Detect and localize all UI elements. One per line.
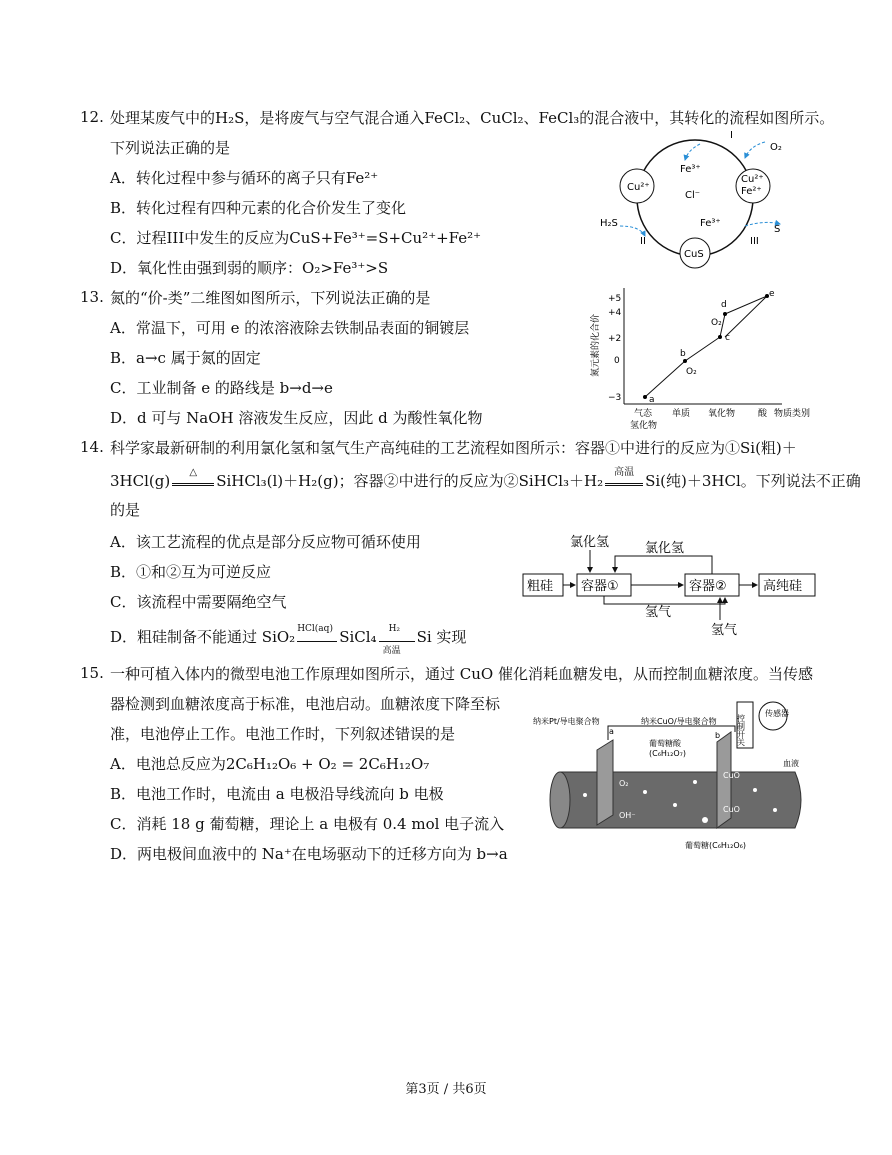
hcl-input: 氯化氢 <box>570 535 610 550</box>
vessel-1: 容器① <box>581 579 619 594</box>
q14-stem-3: 的是 <box>110 501 141 519</box>
q13-option-c[interactable]: C．工业制备 e 的路线是 b→d→e <box>110 379 333 397</box>
x-cat: 氢化物 <box>630 421 658 431</box>
q15-option-a[interactable]: A．电池总反应为2C₆H₁₂O₆ + O₂ = 2C₆H₁₂O₇ <box>110 755 430 773</box>
cuo-electrode-label: 纳米CuO/导电聚合物 <box>641 717 717 726</box>
q13-valence-chart <box>590 282 850 436</box>
hcl-recycle: 氯化氢 <box>645 541 685 556</box>
cu2-label-right: Cu²⁺ <box>741 174 764 185</box>
step-i-label: I <box>730 130 733 141</box>
electrode-a: a <box>609 727 614 736</box>
q12-option-d[interactable]: D．氧化性由强到弱的顺序：O₂>Fe³⁺>S <box>110 259 389 277</box>
q12-cycle-diagram <box>590 128 800 277</box>
x-cat: 氧化物 <box>708 409 736 419</box>
y-axis-label: 氮元素的化合价 <box>591 313 601 377</box>
cl-label: Cl⁻ <box>685 190 701 201</box>
x-cat: 气态 <box>634 409 653 419</box>
point-c: c <box>725 333 730 343</box>
fe3-label-2: Fe³⁺ <box>700 218 721 229</box>
tick: 0 <box>614 356 620 366</box>
question-number: 15. <box>80 664 104 682</box>
x-axis-label: 物质类别 <box>774 409 811 419</box>
q13-option-b[interactable]: B．a→c 属于氮的固定 <box>110 349 261 367</box>
cu2-label: Cu²⁺ <box>627 182 650 193</box>
point-a: a <box>649 395 655 405</box>
q14-stem: 科学家最新研制的利用氯化氢和氢气生产高纯硅的工艺流程如图所示：容器①中进行的反应为①Si(粗)＋ <box>110 439 797 457</box>
question-number: 12. <box>80 108 104 126</box>
point-e: e <box>769 289 775 299</box>
tick: +2 <box>608 334 622 344</box>
q14-stem-2: 3HCl(g) △ SiHCl₃(l)＋H₂(g)；容器②中进行的反应为②SiHCl₃＋H₂ 高温 Si(纯)＋3HCl。下列说法不正确 <box>110 467 861 490</box>
o2-label: O₂ <box>770 142 782 153</box>
glucose-label: 葡萄糖(C₆H₁₂O₆) <box>685 841 746 850</box>
pt-electrode-label: 纳米Pt/导电聚合物 <box>533 717 600 726</box>
x-cat: 酸 <box>758 409 768 419</box>
h2s-label: H₂S <box>600 218 618 229</box>
point-d: d <box>721 300 727 310</box>
q14-option-a[interactable]: A．该工艺流程的优点是部分反应物可循环使用 <box>110 533 421 551</box>
q12-stem-2: 下列说法正确的是 <box>110 139 231 157</box>
electrode-b: b <box>715 731 721 740</box>
q12-stem: 处理某废气中的H₂S，是将废气与空气混合通入FeCl₂、CuCl₂、FeCl₃的混合液中，其转化的流程如图所示。 <box>110 109 835 127</box>
s-label: S <box>774 224 781 235</box>
h2-recycle: 氢气 <box>645 605 672 620</box>
page-footer: 第3页 / 共6页 <box>405 1082 487 1097</box>
crude-si: 粗硅 <box>527 579 554 594</box>
q15-stem: 一种可植入体内的微型电池工作原理如图所示，通过 CuO 催化消耗血糖发电，从而控制血糖浓度。当传感 <box>110 665 813 683</box>
sensor-label: 传感器 <box>765 709 789 718</box>
question-number: 14. <box>80 438 104 456</box>
step-ii-label: II <box>640 236 646 247</box>
q15-battery-diagram <box>525 700 820 864</box>
q15-option-c[interactable]: C．消耗 18 g 葡萄糖，理论上 a 电极有 0.4 mol 电子流入 <box>110 815 505 833</box>
q13-option-d[interactable]: D．d 可与 NaOH 溶液发生反应，因此 d 为酸性氧化物 <box>110 409 483 427</box>
gluconic-formula: (C₆H₁₂O₇) <box>649 749 686 758</box>
q15-stem-2: 器检测到血糖浓度高于标准，电池启动。血糖浓度下降至标 <box>110 695 501 713</box>
o2-label-2: O₂ <box>711 318 722 328</box>
q15-option-d[interactable]: D．两电极间血液中的 Na⁺在电场驱动下的迁移方向为 b→a <box>110 845 508 863</box>
q12-option-c[interactable]: C．过程III中发生的反应为CuS+Fe³⁺=S+Cu²⁺+Fe²⁺ <box>110 229 482 247</box>
question-number: 13. <box>80 288 104 306</box>
q13-option-a[interactable]: A．常温下，可用 e 的浓溶液除去铁制品表面的铜镀层 <box>110 319 470 337</box>
q12-option-a[interactable]: A．转化过程中参与循环的离子只有Fe²⁺ <box>110 169 379 187</box>
q14-option-b[interactable]: B．①和②互为可逆反应 <box>110 563 272 581</box>
tick: −3 <box>608 393 622 403</box>
q13-stem: 氮的“价-类”二维图如图所示，下列说法正确的是 <box>110 289 431 307</box>
tick: +4 <box>608 308 622 318</box>
q14-option-c[interactable]: C．该流程中需要隔绝空气 <box>110 593 287 611</box>
gluconic-acid: 葡萄糖酸 <box>649 739 681 748</box>
cus-label: CuS <box>684 249 704 260</box>
vessel-2: 容器② <box>689 579 727 594</box>
fe2-label: Fe²⁺ <box>741 186 762 197</box>
o2-label: O₂ <box>619 779 629 788</box>
h2-input: 氢气 <box>711 623 738 638</box>
x-cat: 单质 <box>672 409 691 419</box>
q15-stem-3: 准，电池停止工作。电池工作时，下列叙述错误的是 <box>110 725 456 743</box>
oh-label: OH⁻ <box>619 811 636 820</box>
o2-label: O₂ <box>686 367 697 377</box>
q12-option-b[interactable]: B．转化过程有四种元素的化合价发生了变化 <box>110 199 407 217</box>
fe3-label: Fe³⁺ <box>680 164 701 175</box>
q15-option-b[interactable]: B．电池工作时，电流由 a 电极沿导线流向 b 电极 <box>110 785 444 803</box>
q14-flow-diagram <box>515 530 825 644</box>
switch-label: 控制开关 <box>736 714 746 746</box>
cuo-label-2: CuO <box>723 805 740 814</box>
tick: +5 <box>608 294 622 304</box>
blood-label: 血液 <box>783 759 799 768</box>
cuo-label: CuO <box>723 771 740 780</box>
point-b: b <box>680 349 686 359</box>
pure-si: 高纯硅 <box>763 579 803 594</box>
step-iii-label: III <box>750 236 759 247</box>
q14-option-d[interactable]: D．粗硅制备不能通过 SiO₂ HCl(aq) SiCl₄ H₂ 高温 Si 实现 <box>110 624 467 656</box>
